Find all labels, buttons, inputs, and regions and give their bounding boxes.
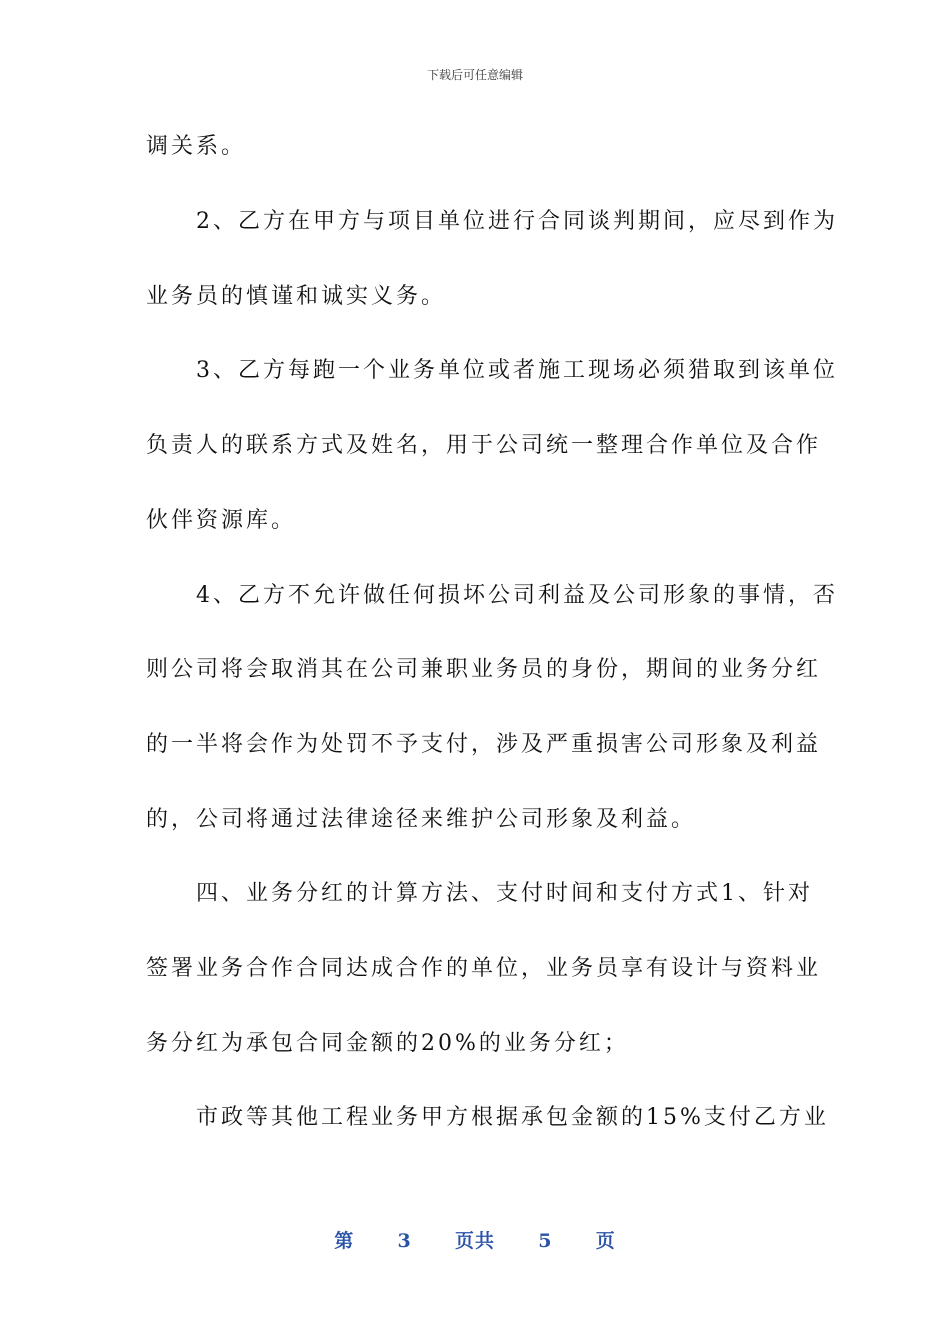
text-line: 市政等其他工程业务甲方根据承包金额的15%支付乙方业 (146, 1105, 829, 1130)
text-line: 业务员的慎谨和诚实义务。 (146, 284, 447, 309)
text-line: 伙伴资源库。 (146, 508, 297, 533)
text-line: 4、乙方不允许做任何损坏公司利益及公司形象的事情，否 (146, 583, 838, 608)
footer-suffix: 页 (595, 1230, 616, 1252)
text-line: 2、乙方在甲方与项目单位进行合同谈判期间，应尽到作为 (146, 209, 838, 234)
text-line: 四、业务分红的计算方法、支付时间和支付方式1、针对 (146, 881, 813, 906)
text-line: 签署业务合作合同达成合作的单位，业务员享有设计与资料业 (146, 956, 822, 981)
total-pages-number: 5 (538, 1230, 553, 1252)
header-note: 下载后可任意编辑 (426, 68, 523, 82)
text-line: 的，公司将通过法律途径来维护公司形象及利益。 (146, 807, 697, 832)
footer-prefix: 第 (334, 1230, 355, 1252)
text-line: 的一半将会作为处罚不予支付，涉及严重损害公司形象及利益 (146, 732, 822, 757)
text-line: 务分红为承包合同金额的20%的业务分红； (146, 1031, 629, 1056)
text-line: 调关系。 (146, 134, 247, 159)
text-line: 3、乙方每跑一个业务单位或者施工现场必须猎取到该单位 (146, 358, 838, 383)
text-line: 则公司将会取消其在公司兼职业务员的身份，期间的业务分红 (146, 657, 822, 682)
footer-middle: 页共 (454, 1230, 495, 1252)
text-line: 负责人的联系方式及姓名，用于公司统一整理合作单位及合作 (146, 433, 822, 458)
current-page-number: 3 (397, 1230, 412, 1252)
page-footer (0, 1226, 950, 1253)
